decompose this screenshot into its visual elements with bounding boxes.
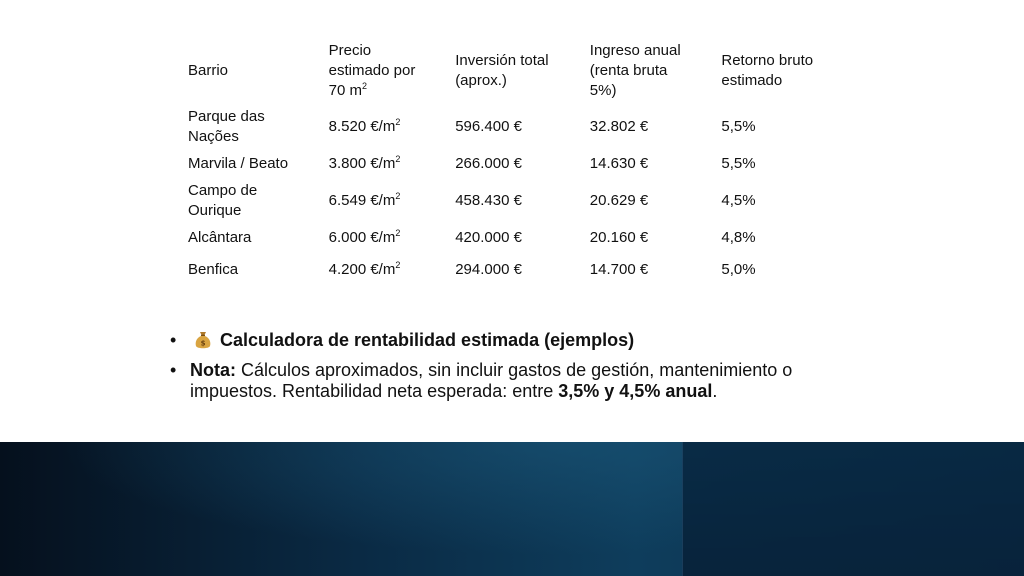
header-retorno: Retorno bruto estimado (721, 52, 814, 89)
notes-section (170, 330, 870, 402)
nota-bullet (170, 360, 870, 402)
cell-precio: 6.000 $€/m^2$ (328, 228, 401, 246)
cell-retorno: 5,5% (721, 118, 756, 135)
money-bag-icon (194, 330, 212, 350)
bullet-marker: • (170, 330, 177, 350)
nota-paragraph: Nota: Cálculos aproximados, sin incluir gastos de gestión, mantenimiento o impuestos. Rentabilidad neta esperada: entre 3,5% y 4,5% anual. (190, 360, 793, 401)
nota-bold: 3,5% y 4,5% anual (558, 381, 713, 401)
cell-retorno: 4,8% (721, 229, 756, 246)
cell-barrio: Benfica (188, 261, 239, 278)
header-precio: Precio estimado por 70 $m^2$ (328, 42, 416, 99)
cell-precio: 4.200 $€/m^2$ (328, 260, 401, 278)
cell-ingreso: 20.629 € (589, 192, 649, 209)
table-row (180, 222, 850, 254)
header-ingreso: Ingreso anual (renta bruta 5%) (589, 42, 681, 99)
cell-ingreso: 20.160 € (589, 229, 649, 246)
table-header-row (180, 36, 850, 106)
cell-inversion: 294.000 € (455, 261, 522, 278)
cell-precio: 3.800 $€/m^2$ (328, 154, 401, 172)
table-row (180, 254, 850, 286)
header-barrio: Barrio (188, 62, 229, 79)
cell-inversion: 458.430 € (455, 192, 522, 209)
table-row (180, 148, 850, 180)
cell-inversion: 266.000 € (455, 155, 522, 172)
footer-band (0, 442, 1024, 576)
cell-precio: 8.520 $€/m^2$ (328, 117, 401, 135)
rentabilidad-table (180, 36, 850, 286)
svg-text:$: $ (200, 339, 206, 348)
table-row (180, 180, 850, 222)
cell-retorno: 5,5% (721, 155, 756, 172)
cell-retorno: 4,5% (721, 192, 756, 209)
nota-label: Nota: (190, 360, 236, 380)
cell-barrio: Parque das Nações (188, 108, 265, 145)
table-row (180, 106, 850, 148)
cell-ingreso: 14.630 € (589, 155, 649, 172)
calc-bullet (170, 330, 870, 351)
cell-ingreso: 14.700 € (589, 261, 649, 278)
calc-title: Calculadora de rentabilidad estimada (ejemplos) (220, 330, 635, 350)
bullet-marker: • (170, 360, 177, 380)
cell-barrio: Marvila / Beato (188, 155, 289, 172)
cell-retorno: 5,0% (721, 261, 756, 278)
cell-precio: 6.549 $€/m^2$ (328, 191, 401, 209)
cell-inversion: 420.000 € (455, 229, 522, 246)
cell-barrio: Campo de Ourique (188, 182, 258, 219)
cell-barrio: Alcântara (188, 229, 252, 246)
footer-panel (682, 442, 1024, 576)
cell-inversion: 596.400 € (455, 118, 522, 135)
header-inversion: Inversión total (aprox.) (455, 52, 549, 89)
cell-ingreso: 32.802 € (589, 118, 649, 135)
